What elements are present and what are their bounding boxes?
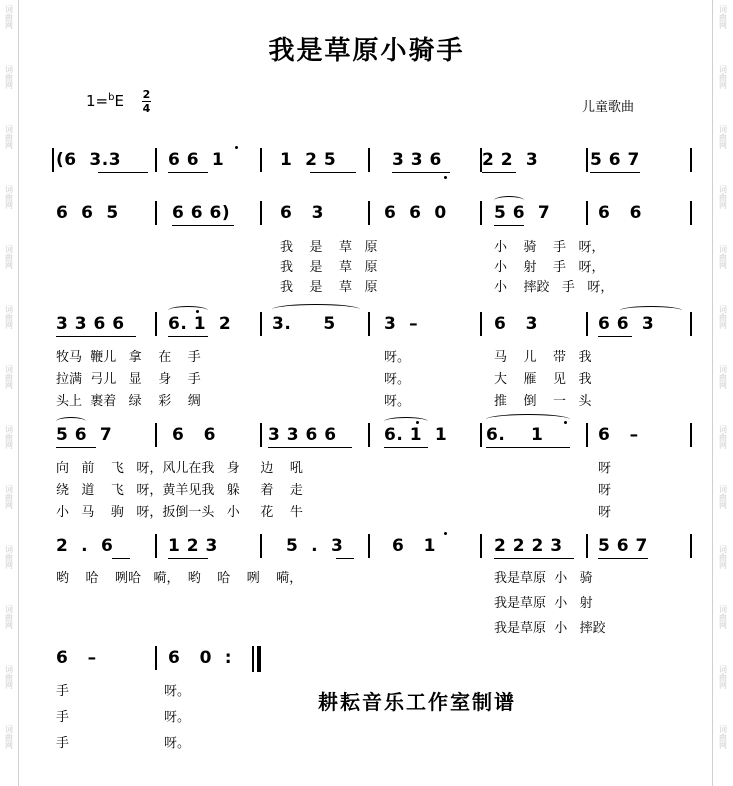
bar-line xyxy=(480,312,482,336)
watermark-stamp: 词 曲 网 xyxy=(719,665,727,690)
measure: 6 1 xyxy=(392,536,436,556)
credit-text: 耕耘音乐工作室制谱 xyxy=(318,690,516,714)
beam-line xyxy=(168,172,208,173)
genre-label: 儿童歌曲 xyxy=(582,100,635,115)
lyric-line: 拉满 弓儿 显 身 手 xyxy=(56,372,201,387)
bar-line xyxy=(155,312,157,336)
bar-line xyxy=(690,148,692,172)
beam-line xyxy=(486,447,570,448)
slur xyxy=(168,306,208,315)
high-octave-dot xyxy=(235,146,238,149)
key-label: 1= xyxy=(86,92,109,110)
lyric-line: 呀。 xyxy=(164,710,191,725)
bar-line xyxy=(155,201,157,225)
slur xyxy=(56,417,86,426)
bar-line xyxy=(52,148,54,172)
lyric-line: 手 xyxy=(56,684,70,699)
lyric-line: 绕 道 飞 呀，黄羊见我 躲 着 走 xyxy=(56,483,303,498)
slur xyxy=(384,417,428,426)
lyric-line: 我 是 草 原 xyxy=(280,260,378,275)
lyric-line: 推 倒 一 头 xyxy=(494,394,592,409)
slur xyxy=(620,306,682,315)
measure: 5 6 7 xyxy=(590,150,640,170)
lyric-line: 我 是 草 原 xyxy=(280,240,378,255)
watermark-stamp: 词 曲 网 xyxy=(719,125,727,150)
watermark-stamp: 词 曲 网 xyxy=(5,185,13,210)
watermark-stamp: 词 曲 网 xyxy=(5,485,13,510)
watermark-stamp: 词 曲 网 xyxy=(5,305,13,330)
measure: 6 6 xyxy=(598,203,642,223)
measure: 1 2 5 xyxy=(280,150,337,170)
measure: 5 6 7 xyxy=(494,203,551,223)
bar-line xyxy=(260,148,262,172)
watermark-stamp: 词 曲 网 xyxy=(5,65,13,90)
watermark-stamp: 词 曲 网 xyxy=(719,725,727,750)
beam-line xyxy=(392,172,450,173)
lyric-line: 小 摔跤 手 呀， xyxy=(494,280,614,295)
measure: 6 6 5 xyxy=(56,203,119,223)
measure: 6 6 0 xyxy=(384,203,447,223)
measure: 2 2 3 xyxy=(482,150,539,170)
watermark-stamp: 词 曲 网 xyxy=(5,725,13,750)
watermark-stamp: 词 曲 网 xyxy=(719,605,727,630)
watermark-stamp: 词 曲 网 xyxy=(719,425,727,450)
measure: 3 3 6 6 xyxy=(56,314,125,334)
watermark-stamp: 词 曲 网 xyxy=(5,245,13,270)
lyric-line: 手 xyxy=(56,736,70,751)
beam-line xyxy=(168,558,208,559)
lyric-line: 我是草原 小 射 xyxy=(494,596,593,611)
bar-line xyxy=(690,312,692,336)
watermark-stamp: 词 曲 网 xyxy=(5,365,13,390)
beam-line xyxy=(98,172,148,173)
low-octave-dot xyxy=(444,176,447,179)
beam-line xyxy=(168,336,208,337)
lyric-line: 呀 xyxy=(598,483,612,498)
song-title: 我是草原小骑手 xyxy=(268,36,465,66)
bar-line xyxy=(260,201,262,225)
high-octave-dot xyxy=(564,421,567,424)
beam-line xyxy=(336,558,354,559)
measure: 6 6 xyxy=(172,425,216,445)
watermark-stamp: 词 曲 网 xyxy=(5,425,13,450)
measure: 3 – xyxy=(384,314,419,334)
measure: 3 3 6 6 xyxy=(268,425,337,445)
lyric-line: 牧马 鞭儿 拿 在 手 xyxy=(56,350,201,365)
lyric-line: 呀 xyxy=(598,505,612,520)
lyric-line: 呀。 xyxy=(384,372,411,387)
bar-line xyxy=(480,423,482,447)
bar-line xyxy=(368,312,370,336)
watermark-stamp: 词 曲 网 xyxy=(719,185,727,210)
beam-line xyxy=(494,225,524,226)
measure: 6 3 xyxy=(280,203,324,223)
lyric-line: 我是草原 小 摔跤 xyxy=(494,621,606,636)
bar-line xyxy=(586,534,588,558)
measure: 2 2 2 3 xyxy=(494,536,563,556)
watermark-stamp: 词 曲 网 xyxy=(719,485,727,510)
measure: 3. 5 xyxy=(272,314,336,334)
watermark-stamp: 词 曲 网 xyxy=(719,65,727,90)
bar-line xyxy=(368,201,370,225)
slur xyxy=(272,304,360,315)
lyric-line: 头上 裹着 绿 彩 绸 xyxy=(56,394,201,409)
lyric-line: 呀 xyxy=(598,461,612,476)
watermark-stamp: 词 曲 网 xyxy=(719,545,727,570)
thin-barline xyxy=(252,646,254,672)
beam-line xyxy=(384,447,428,448)
beam-line xyxy=(56,447,96,448)
measure: 5 6 7 xyxy=(598,536,648,556)
beam-line xyxy=(590,172,640,173)
beam-line xyxy=(112,558,130,559)
bar-line xyxy=(690,423,692,447)
bar-line xyxy=(155,423,157,447)
measure: 6 – xyxy=(56,648,97,668)
watermark-stamp: 词 曲 网 xyxy=(5,665,13,690)
bar-line xyxy=(368,423,370,447)
lyric-line: 马 儿 带 我 xyxy=(494,350,592,365)
lyric-line: 大 雁 见 我 xyxy=(494,372,592,387)
lyric-line: 哟 哈 咧哈 嗬， 哟 哈 咧 嗬， xyxy=(56,571,303,586)
watermark-stamp: 词 曲 网 xyxy=(5,545,13,570)
measure: 6 6 1 xyxy=(168,150,225,170)
measure: 6 0 : xyxy=(168,648,233,668)
slur xyxy=(486,414,570,425)
lyric-line: 小 马 驹 呀，扳倒一头 小 花 牛 xyxy=(56,505,303,520)
bar-line xyxy=(690,534,692,558)
beam-line xyxy=(172,225,234,226)
measure: 2 . 6 xyxy=(56,536,114,556)
measure: 6. 1 1 xyxy=(384,425,448,445)
measure: 1 2 3 xyxy=(168,536,218,556)
bar-line xyxy=(586,312,588,336)
beam-line xyxy=(482,172,516,173)
lyric-line: 呀。 xyxy=(164,684,191,699)
watermark-stamp: 词 曲 网 xyxy=(719,305,727,330)
high-octave-dot xyxy=(196,310,199,313)
measure: 6 3 xyxy=(494,314,538,334)
measure: 6. 1 xyxy=(486,425,544,445)
lyric-line: 手 xyxy=(56,710,70,725)
time-signature xyxy=(142,88,151,115)
watermark-stamp: 词 曲 网 xyxy=(719,5,727,30)
lyric-line: 小 射 手 呀， xyxy=(494,260,605,275)
beam-line xyxy=(494,558,574,559)
bar-line xyxy=(155,148,157,172)
bar-line xyxy=(586,148,588,172)
bar-line xyxy=(260,423,262,447)
measure: 6 – xyxy=(598,425,639,445)
lyric-line: 呀。 xyxy=(384,394,411,409)
beam-line xyxy=(598,558,648,559)
lyric-line: 小 骑 手 呀， xyxy=(494,240,605,255)
lyric-line: 呀。 xyxy=(164,736,191,751)
measure: 6 6 3 xyxy=(598,314,655,334)
lyric-line: 我 是 草 原 xyxy=(280,280,378,295)
bar-line xyxy=(155,534,157,558)
key-note: E xyxy=(114,92,124,110)
high-octave-dot xyxy=(444,532,447,535)
measure: 5 6 7 xyxy=(56,425,113,445)
lyric-line: 呀。 xyxy=(384,350,411,365)
high-octave-dot xyxy=(416,421,419,424)
measure: 5 . 3 xyxy=(286,536,344,556)
watermark-stamp: 词 曲 网 xyxy=(719,365,727,390)
measure: 6. 1 2 xyxy=(168,314,232,334)
time-signature-top: 2 xyxy=(142,88,151,101)
thick-barline xyxy=(257,646,261,672)
bar-line xyxy=(260,534,262,558)
beam-line xyxy=(56,336,136,337)
watermark-stamp: 词 曲 网 xyxy=(719,245,727,270)
bar-line xyxy=(586,201,588,225)
bar-line xyxy=(368,534,370,558)
bar-line xyxy=(480,534,482,558)
bar-line xyxy=(586,423,588,447)
watermark-stamp: 词 曲 网 xyxy=(5,125,13,150)
time-signature-bottom: 4 xyxy=(142,102,151,115)
beam-line xyxy=(268,447,352,448)
bar-line xyxy=(368,148,370,172)
lyric-line: 我是草原 小 骑 xyxy=(494,571,593,586)
beam-line xyxy=(310,172,356,173)
lyric-line: 向 前 飞 呀，风儿在我 身 边 吼 xyxy=(56,461,303,476)
watermark-stamp: 词 曲 网 xyxy=(5,5,13,30)
beam-line xyxy=(598,336,632,337)
measure: 6 6 6) xyxy=(172,203,231,223)
slur xyxy=(494,196,524,205)
key-flat: b xyxy=(108,92,115,103)
measure: (6 3.3 xyxy=(56,150,122,170)
measure: 3 3 6 xyxy=(392,150,442,170)
bar-line xyxy=(155,646,157,670)
watermark-stamp: 词 曲 网 xyxy=(5,605,13,630)
key-signature xyxy=(86,92,124,110)
bar-line xyxy=(260,312,262,336)
bar-line xyxy=(690,201,692,225)
bar-line xyxy=(480,201,482,225)
